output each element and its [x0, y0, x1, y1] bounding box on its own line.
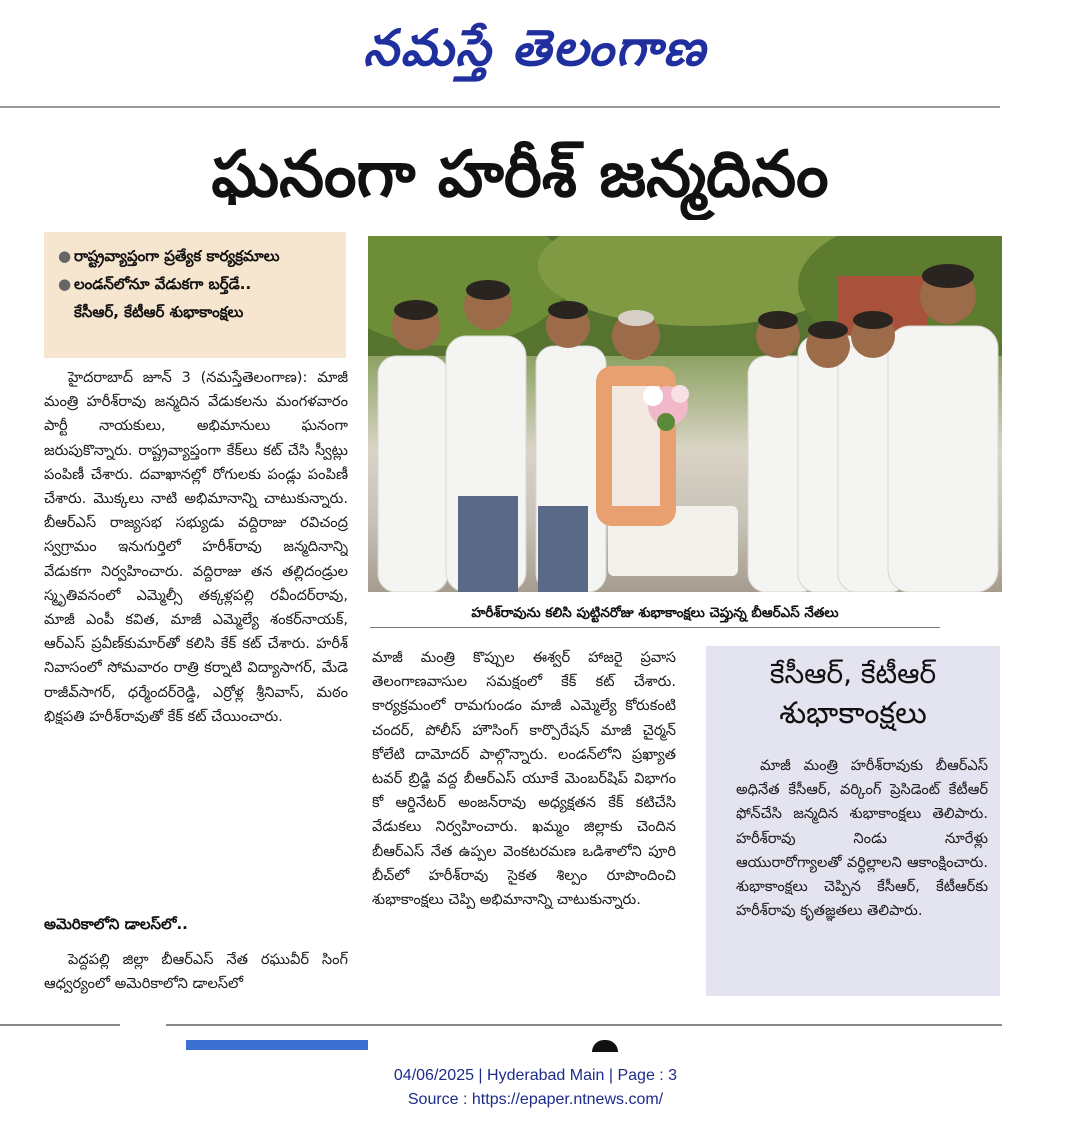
article-paragraph: మాజీ మంత్రి కొప్పుల ఈశ్వర్ హాజరై ప్రవాస తెలంగాణవాసుల సమక్షంలో కేక్ కట్ చేశారు. కార్యక్రమంలో రామగుండం మాజీ ఎమ్మెల్యే కోరుకంటి చందర్, పోలీస్ హౌసింగ్ కార్పొరేషన్ మాజీ చైర్మన్ కోలేటి దామోదర్ పాల్గొన్నారు. లండన్‌లోని ప్రఖ్యాత టవర్ బ్రిడ్జి వద్ద బీఆర్‌ఎస్ యూకే మెంబర్‌షిప్ విభాగం కో ఆర్డినేటర్ అంజన్‌రావు అధ్యక్షతన కేక్ కటిచేసి వేడుకలు నిర్వహించారు. ఖమ్మం జిల్లాకు చెందిన బీఆర్‌ఎస్ నేత ఉప్పల వెంకటరమణ ఒడిశాలోని పూరి బీచ్‌లో హరీశ్‌రావు సైకత శిల్పం రూపొందించి శుభాకాంక్షలు చెప్పి అభిమానాన్ని చాటుకున్నారు.: [372, 649, 676, 909]
advertisement-strip: [186, 1040, 368, 1050]
article-column-1-continued: [44, 948, 348, 1008]
bullet-icon: ●: [58, 247, 72, 265]
advertisement-graphic: [592, 1040, 618, 1052]
highlights-box: [44, 232, 346, 358]
article-paragraph: పెద్దపల్లి జిల్లా బీఆర్‌ఎస్ నేత రఘువీర్ సింగ్ ఆధ్వర్యంలో అమెరికాలోని డాలస్‌లో: [44, 951, 348, 993]
bottom-divider: [166, 1024, 1002, 1026]
masthead-divider: [0, 106, 1000, 108]
news-photo: [368, 236, 1002, 592]
highlight-item: ● లండన్‌లోనూ వేడుకగా బర్త్‌డే.. కేసీఆర్, కేటీఆర్ శుభాకాంక్షలు: [58, 270, 336, 326]
photo-caption: హరీశ్‌రావును కలిసి పుట్టినరోజు శుభాకాంక్షలు చెప్తున్న బీఆర్‌ఎస్ నేతలు: [370, 598, 940, 628]
article-subheading: అమెరికాలోని డాలస్‌లో..: [44, 915, 188, 933]
highlight-item: ● రాష్ట్రవ్యాప్తంగా ప్రత్యేక కార్యక్రమాలు: [58, 242, 336, 270]
highlight-continuation: కేసీఆర్, కేటీఆర్ శుభాకాంక్షలు: [74, 303, 244, 321]
edition-info: 04/06/2025 | Hyderabad Main | Page : 3: [393, 1067, 678, 1084]
article-headline: ఘనంగా హరీశ్ జన్మదినం: [211, 138, 829, 212]
bottom-divider-left: [0, 1024, 120, 1026]
sidebar-paragraph: మాజీ మంత్రి హరీశ్‌రావుకు బీఆర్‌ఎస్ అధినేత కేసీఆర్, వర్కింగ్ ప్రెసిడెంట్ కేటీఆర్ ఫోన్‌చేసి జన్మదిన శుభాకాంక్షలు తెలిపారు. హరీశ్‌రావు నిండు నూరేళ్లు ఆయురారోగ్యాలతో వర్ధిల్లాలని ఆకాంక్షించారు. శుభాకాంక్షలు చెప్పిన కేసీఆర్, కేటీఆర్‌కు హరీశ్‌రావు కృతజ్ఞతలు తెలిపారు.: [736, 757, 988, 920]
newspaper-logo: నమస్తే తెలంగాణ: [363, 18, 707, 77]
sidebar-title: కేసీఆర్, కేటీఆర్ శుభాకాంక్షలు: [769, 657, 937, 731]
photo-illustration: [368, 236, 1002, 592]
article-column-2: [372, 646, 676, 1006]
article-column-1: [44, 366, 348, 891]
source-link[interactable]: Source : https://epaper.ntnews.com/: [407, 1091, 664, 1108]
article-paragraph: హైదరాబాద్ జూన్ 3 (నమస్తేతెలంగాణ): మాజీ మంత్రి హరీశ్‌రావు జన్మదిన వేడుకలను మంగళవారం పార్టీ నాయకులు, అభిమానులు ఘనంగా జరుపుకొన్నారు. రాష్ట్రవ్యాప్తంగా కేక్‌లు కట్ చేసి స్వీట్లు పంపిణీ చేశారు. దవాఖానల్లో రోగులకు పండ్లు పంపిణీ చేశారు. మొక్కలు నాటి అభిమానాన్ని చాటుకున్నారు. బీఆర్‌ఎస్ రాజ్యసభ సభ్యుడు వద్దిరాజు రవిచంద్ర స్వగ్రామం ఇనుగుర్తిలో హరీశ్‌రావు జన్మదినాన్ని వేడుకగా నిర్వహించారు. వద్దిరాజు తన తల్లిదండ్రుల స్మృతివనంలో ఎమ్మెల్సీ తక్కళ్లపల్లి రవీందర్‌రావు, మాజీ ఎంపీ కవిత, మాజీ ఎమ్మెల్యే శంకర్‌నాయక్, ఆర్‌ఎస్ ప్రవీణ్‌కుమార్‌తో కలిసి కేక్ కట్ చేశారు. హరీశ్ నివాసంలో సోమవారం రాత్రి కర్నాటి విద్యాసాగర్, మేడె రాజీవ్‌సాగర్, ధర్మేందర్‌రెడ్డి, ఎర్రోళ్ల శ్రీనివాస్, మఠం భిక్షపతి హరీశ్‌రావుతో కేక్ కట్ చేయించారు.: [44, 369, 348, 725]
masthead: [0, 0, 1071, 100]
sidebar-box: [706, 646, 1000, 996]
page-footer: [0, 1064, 1071, 1112]
sidebar-body: [736, 754, 988, 984]
bullet-icon: ●: [58, 275, 72, 293]
